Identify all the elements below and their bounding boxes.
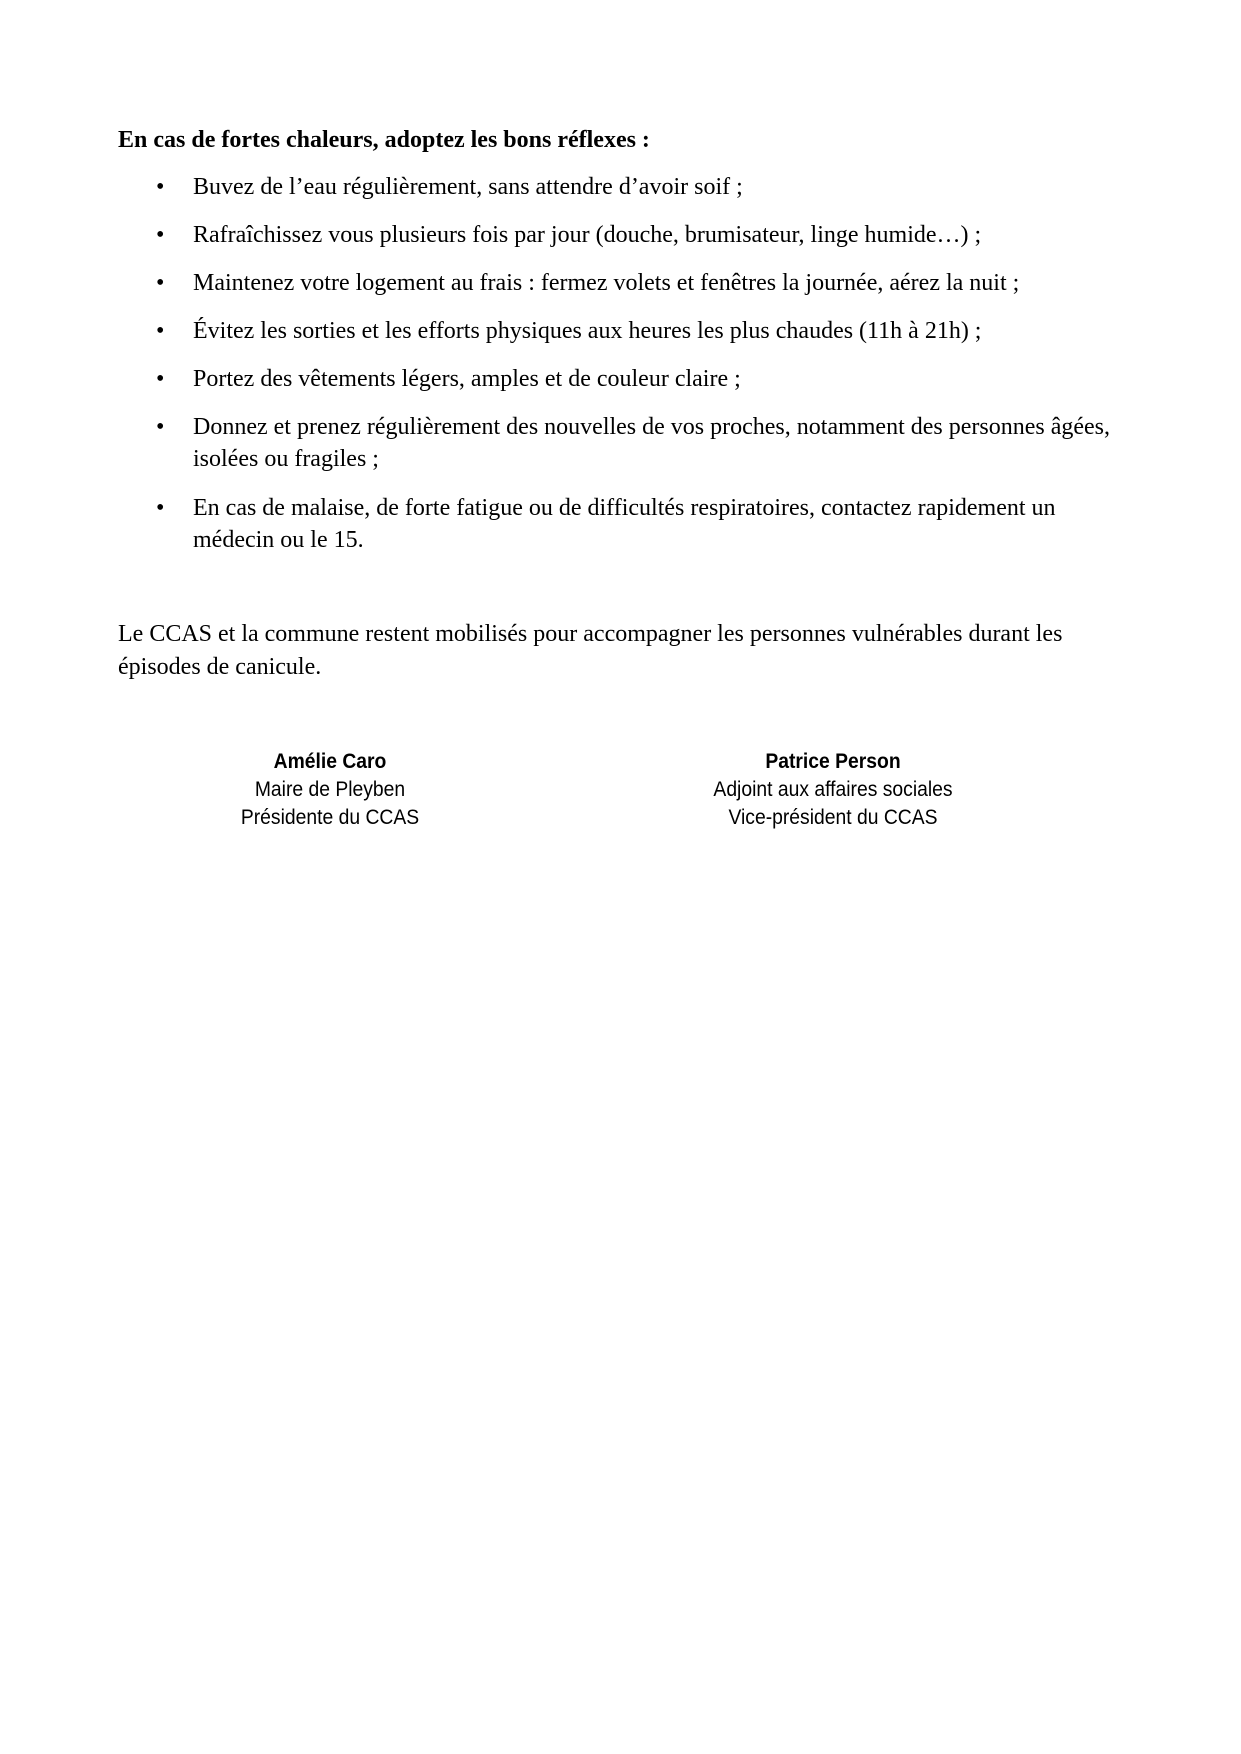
tip-text: Portez des vêtements légers, amples et de couleur claire ; [193,366,741,392]
signature-block-mayor [137,748,523,832]
tip-text: Maintenez votre logement au frais : fermez volets et fenêtres la journée, aérez la nuit ; [193,270,1020,296]
signature-block-deputy [640,748,1026,832]
bullet-icon: • [156,174,165,200]
bullet-icon: • [156,318,165,344]
bullet-icon: • [156,414,165,440]
tip-text: Rafraîchissez vous plusieurs fois par jour (douche, brumisateur, linge humide…) ; [193,222,982,248]
signatory-role: Adjoint aux affaires sociales [713,778,953,801]
signatory-role-secondary: Vice-président du CCAS [728,806,938,829]
tip-text: En cas de malaise, de forte fatigue ou de difficultés respiratoires, contactez rapidement un médecin ou le 15. [193,495,1056,553]
tip-text: Évitez les sorties et les efforts physiques aux heures les plus chaudes (11h à 21h) ; [193,318,982,344]
bullet-icon: • [156,270,165,296]
signatory-role: Maire de Pleyben [254,778,406,801]
tip-text: Donnez et prenez régulièrement des nouvelles de vos proches, notamment des personnes âgées, isolées ou fragiles ; [193,414,1111,472]
bullet-icon: • [156,222,165,248]
signatory-role-secondary: Présidente du CCAS [240,806,420,829]
signatory-name: Amélie Caro [273,750,387,773]
bullet-icon: • [156,495,165,521]
advice-heading: En cas de fortes chaleurs, adoptez les bons réflexes : [118,127,650,153]
closing-paragraph: Le CCAS et la commune restent mobilisés pour accompagner les personnes vulnérables durant les épisodes de canicule. [118,621,1063,680]
tip-text: Buvez de l’eau régulièrement, sans attendre d’avoir soif ; [193,174,743,200]
bullet-icon: • [156,366,165,392]
signatory-name: Patrice Person [765,750,901,773]
